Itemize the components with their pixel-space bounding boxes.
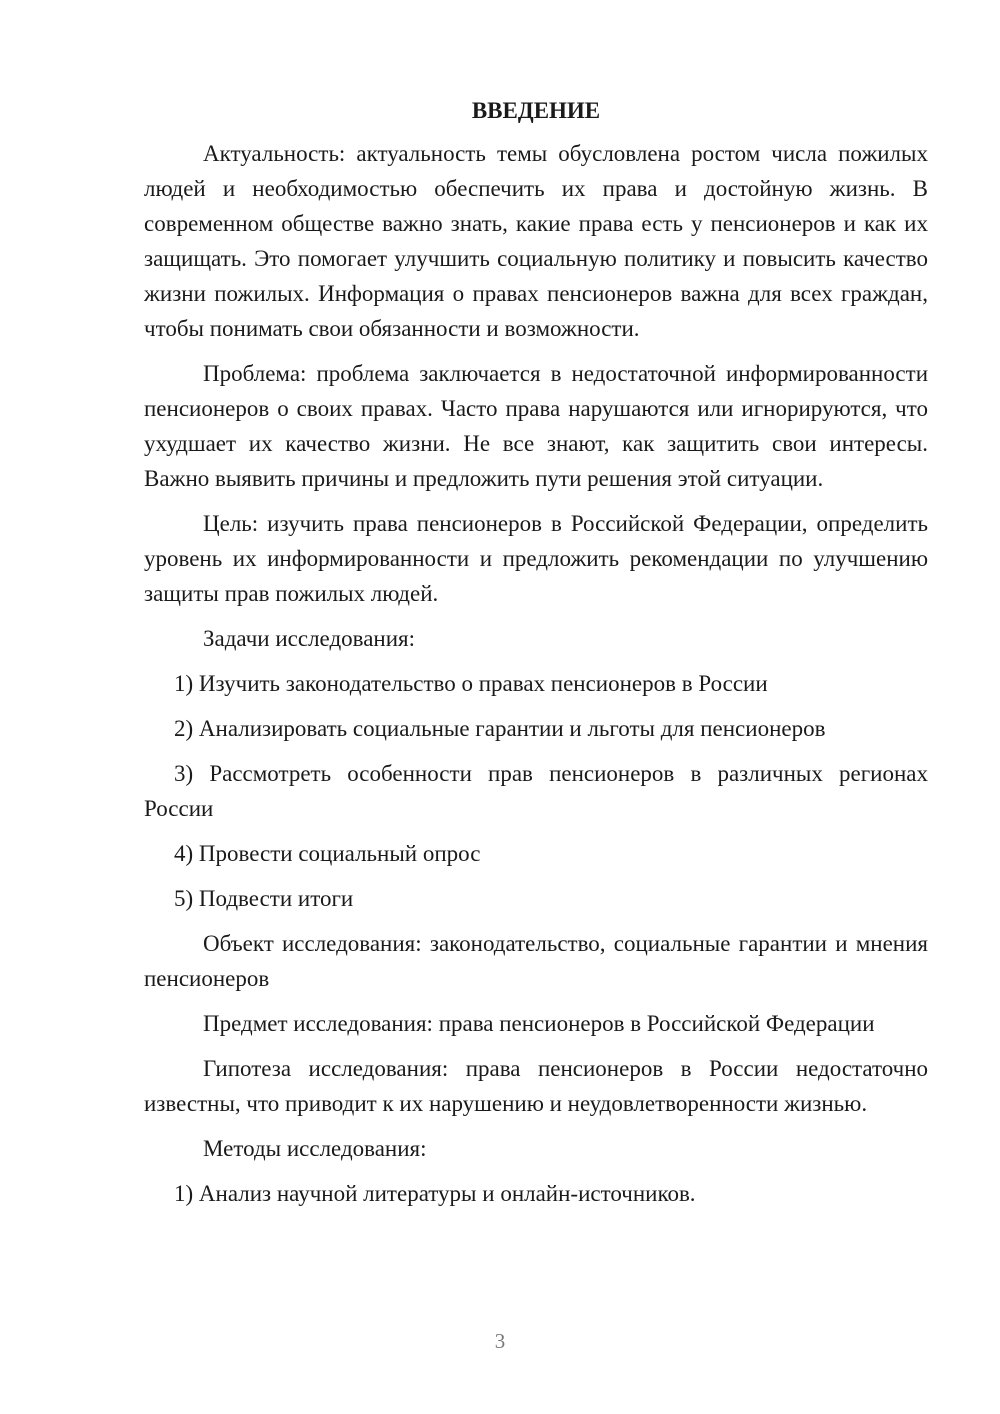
subject-paragraph: Предмет исследования: права пенсионеров в Российской Федерации [203,1011,875,1036]
tasks-heading: Задачи исследования: [203,626,416,651]
task-item: 2) Анализировать социальные гарантии и льготы для пенсионеров [174,716,826,741]
method-item: 1) Анализ научной литературы и онлайн-источников. [174,1181,696,1206]
section-title: ВВЕДЕНИЕ [471,98,601,123]
task-item: 5) Подвести итоги [174,886,354,911]
goal-paragraph: Цель: изучить права пенсионеров в Российской Федерации, определить уровень их информированности и предложить рекомендации по улучшению защиты прав пожилых людей. [144,511,928,606]
page-content [144,96,928,1221]
problem-paragraph: Проблема: проблема заключается в недостаточной информированности пенсионеров о своих правах. Часто права нарушаются или игнорируются, что ухудшает их качество жизни. Не все знают, как защитить свои интересы. Важно выявить причины и предложить пути решения этой ситуации. [144,361,928,491]
task-item: 4) Провести социальный опрос [174,841,481,866]
methods-heading: Методы исследования: [203,1136,427,1161]
relevance-paragraph: Актуальность: актуальность темы обусловлена ростом числа пожилых людей и необходимостью обеспечить их права и достойную жизнь. В современном обществе важно знать, какие права есть у пенсионеров и как их защищать. Это помогает улучшить социальную политику и повысить качество жизни пожилых. Информация о правах пенсионеров важна для всех граждан, чтобы понимать свои обязанности и возможности. [144,141,928,341]
page-number: 3 [494,1329,506,1353]
task-item: 3) Рассмотреть особенности прав пенсионеров в различных регионах России [144,761,928,821]
task-item: 1) Изучить законодательство о правах пенсионеров в России [174,671,768,696]
object-paragraph: Объект исследования: законодательство, социальные гарантии и мнения пенсионеров [144,931,928,991]
hypothesis-paragraph: Гипотеза исследования: права пенсионеров в России недостаточно известны, что приводит к их нарушению и неудовлетворенности жизнью. [144,1056,928,1116]
